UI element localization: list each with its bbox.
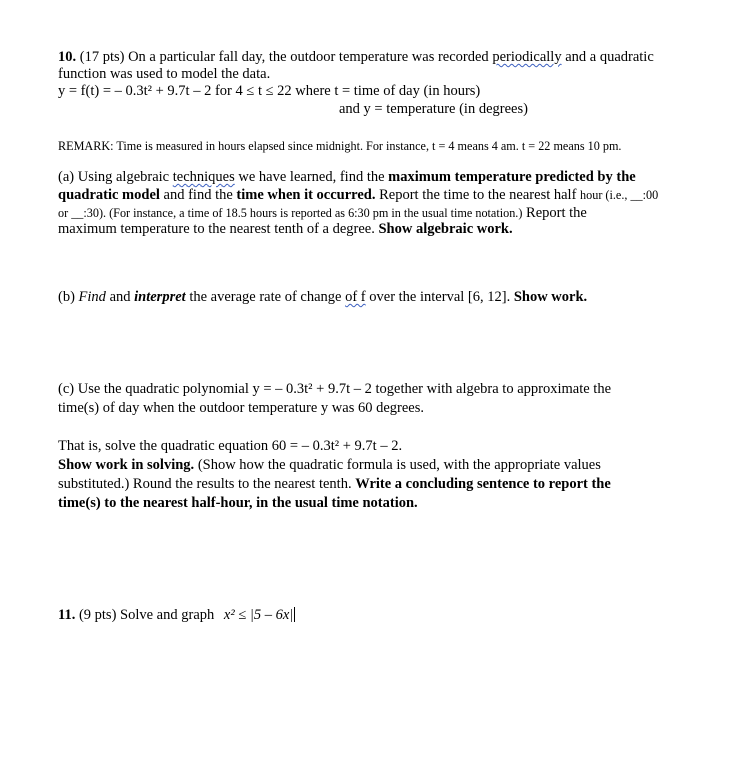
q10-remark: REMARK: Time is measured in hours elapsed since midnight. For instance, t = 4 means 4 am. t = 22 means 10 pm. bbox=[58, 139, 622, 153]
q11-inequality: x² ≤ |5 – 6x| bbox=[223, 607, 294, 623]
of-f-word: of f bbox=[345, 289, 366, 305]
part-b-bold: Show work. bbox=[513, 289, 588, 305]
q10-line1 bbox=[58, 49, 654, 66]
part-b-text: the average rate of change bbox=[189, 289, 342, 305]
q10-model-equation: y = f(t) = – 0.3t² + 9.7t – 2 for 4 ≤ t ≤ 22 where t = time of day (in hours) bbox=[58, 83, 481, 99]
part-a-bold: time when it occurred. bbox=[236, 187, 376, 203]
q10-intro-line2: function was used to model the data. bbox=[58, 66, 271, 82]
part-c-line5 bbox=[58, 476, 611, 493]
part-a-text: maximum temperature to the nearest tenth of a degree. bbox=[58, 221, 375, 237]
part-c-line2: time(s) of day when the outdoor temperature y was 60 degrees. bbox=[58, 400, 425, 416]
part-c-text: substituted.) Round the results to the nearest tenth. bbox=[58, 476, 352, 492]
part-a-line2 bbox=[58, 187, 658, 204]
part-a-text: (a) Using algebraic bbox=[58, 169, 170, 185]
part-c-bold: Show work in solving. bbox=[58, 457, 195, 473]
q11-text: (9 pts) Solve and graph bbox=[78, 607, 215, 623]
text-cursor-icon bbox=[294, 607, 295, 622]
q10-number: 10. bbox=[58, 49, 77, 65]
part-a-bold: Show algebraic work. bbox=[378, 221, 513, 237]
part-b-text: and bbox=[109, 289, 131, 305]
part-a-text: and find the bbox=[163, 187, 233, 203]
part-b-label: (b) bbox=[58, 289, 75, 305]
part-a-line3 bbox=[58, 205, 587, 222]
part-c-line1: (c) Use the quadratic polynomial y = – 0.3t² + 9.7t – 2 together with algebra to approximate the bbox=[58, 381, 612, 397]
part-a-small: or __:30). (For instance, a time of 18.5 hours is reported as 6:30 pm in the usual time notation.) bbox=[58, 206, 523, 220]
part-b-interpret: interpret bbox=[134, 289, 186, 305]
q11-number: 11. bbox=[58, 607, 76, 623]
part-b-text: over the interval [6, 12]. bbox=[369, 289, 511, 305]
q10-model-equation-y: and y = temperature (in degrees) bbox=[339, 101, 528, 117]
part-a-line4 bbox=[58, 221, 513, 238]
part-a-text: Report the time to the nearest half bbox=[379, 187, 577, 203]
part-a-line1 bbox=[58, 169, 636, 186]
techniques-word: techniques bbox=[172, 169, 235, 185]
part-c-line4 bbox=[58, 457, 601, 474]
part-a-bold: maximum temperature predicted by the bbox=[388, 169, 636, 185]
q11-line bbox=[58, 607, 295, 624]
part-b-find: Find bbox=[78, 289, 106, 305]
part-a-text: Report the bbox=[526, 205, 587, 221]
part-b-line bbox=[58, 289, 587, 306]
q10-intro-end: and a quadratic bbox=[565, 49, 654, 65]
part-a-text: we have learned, find the bbox=[238, 169, 385, 185]
part-c-bold: time(s) to the nearest half-hour, in the usual time notation. bbox=[58, 495, 418, 511]
part-a-small: hour (i.e., __:00 bbox=[580, 188, 659, 202]
part-c-text: (Show how the quadratic formula is used, with the appropriate values bbox=[197, 457, 601, 473]
part-c-line3: That is, solve the quadratic equation 60 = – 0.3t² + 9.7t – 2. bbox=[58, 438, 403, 454]
part-c-line6 bbox=[58, 495, 418, 512]
part-a-bold: quadratic model bbox=[58, 187, 160, 203]
part-c-bold: Write a concluding sentence to report the bbox=[355, 476, 611, 492]
periodically-word: periodically bbox=[492, 49, 562, 65]
q10-intro: (17 pts) On a particular fall day, the outdoor temperature was recorded bbox=[79, 49, 489, 65]
